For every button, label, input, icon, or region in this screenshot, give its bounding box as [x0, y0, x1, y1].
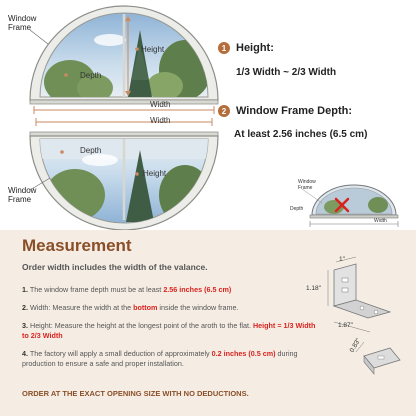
mini-window-diagram — [286, 175, 410, 231]
bracket-svg — [304, 256, 412, 386]
measurement-subtitle: Order width includes the width of the valance. — [22, 262, 208, 272]
step-2-title: Window Frame Depth: — [236, 105, 353, 117]
top-height-label: Height — [141, 45, 165, 54]
measurement-item-4: 4. The factory will apply a small deduction of approximately 0.2 inches (0.5 cm) during production to ensure a safe and proper installation. — [22, 349, 298, 369]
step-1-title: Height: — [236, 42, 274, 54]
mini-width-label: Width — [374, 218, 387, 224]
top-depth-label: Depth — [80, 71, 102, 80]
bottom-window-frame-label: Window Frame — [8, 186, 37, 205]
bracket-dim-bottom: 1.87" — [338, 322, 353, 329]
mini-window-label: Window — [298, 179, 316, 185]
step-2-detail: At least 2.56 inches (6.5 cm) — [234, 129, 368, 140]
bracket-dim-small: 0.83" — [348, 337, 363, 354]
step-1-number: 1 — [218, 42, 230, 54]
measurement-title: Measurement — [22, 236, 132, 255]
bottom-depth-label: Depth — [80, 146, 102, 155]
mini-depth-label: Depth — [290, 206, 304, 212]
bracket-illustration — [304, 256, 412, 386]
bracket-dim-side: 1.18" — [306, 285, 321, 292]
mini-frame-label: Frame — [298, 185, 313, 191]
measurement-item-1: 1. The window frame depth must be at least 2.56 inches (6.5 cm) — [22, 285, 232, 294]
step-2-number: 2 — [218, 105, 230, 117]
step-2-header — [218, 105, 352, 117]
step-1-detail: 1/3 Width ~ 2/3 Width — [236, 67, 337, 78]
measurement-item-3: 3. Height: Measure the height at the longest point of the aroth to the flat. Height = 1/3 Width to 2/3 Width — [22, 321, 316, 341]
bracket-dim-top: 1" — [339, 256, 345, 263]
bottom-width-label: Width — [150, 116, 171, 125]
step-1-header — [218, 42, 274, 54]
arch-window-diagram — [0, 0, 230, 230]
bottom-height-label: Height — [143, 169, 167, 178]
top-width-label: Width — [150, 100, 171, 109]
order-note: ORDER AT THE EXACT OPENING SIZE WITH NO DEDUCTIONS. — [22, 389, 249, 398]
top-window-frame-label: Window Frame — [8, 14, 37, 33]
measurement-item-2: 2. Width: Measure the width at the bottom inside the window frame. — [22, 303, 239, 312]
